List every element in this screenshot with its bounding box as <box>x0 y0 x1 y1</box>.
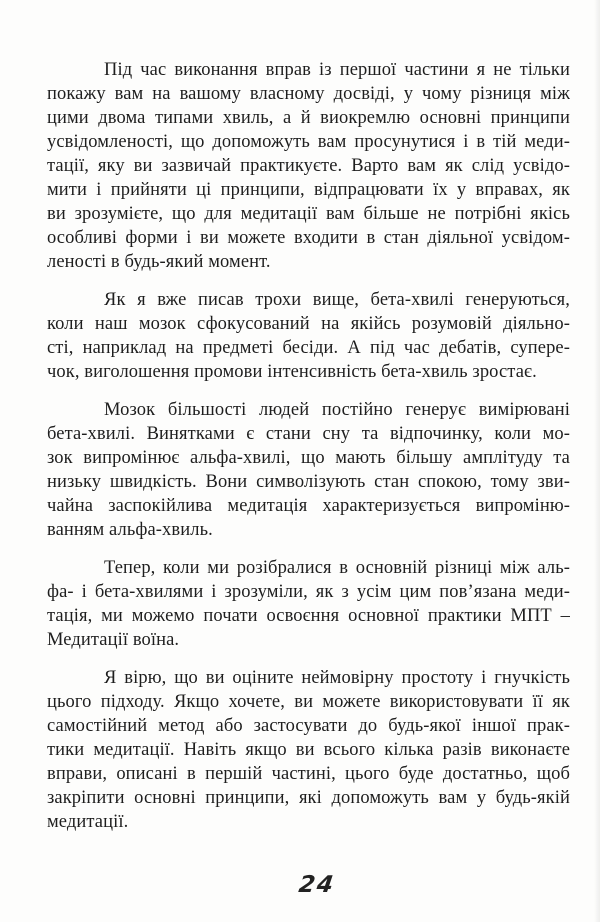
text-line: Як я вже писав трохи вище, бета-хвилі генеруються, <box>104 290 570 310</box>
text-line: зок випромінює альфа-хвилі, що мають більшу амплітуду та <box>47 448 570 468</box>
text-line: низьку швидкість. Вони символізують стан спокою, тому зви- <box>47 472 570 492</box>
text-line: цими двома типами хвиль, а й виокремлю основні принципи <box>47 108 570 128</box>
text-line: покажу вам на вашому власному досвіді, у чому різниця між <box>47 84 570 104</box>
text-line: самостійний метод або застосувати до будь-якої іншої прак- <box>47 716 570 736</box>
text-line: чайна заспокійлива медитація характеризується випроміню- <box>47 496 570 516</box>
text-line: Тепер, коли ми розібралися в основній різниці між аль- <box>104 558 570 578</box>
text-line: тація, ми можемо почати освоєння основної практики МПТ – <box>47 606 570 626</box>
text-line: медитації. <box>47 812 129 832</box>
text-line: бета-хвилі. Винятками є стани сну та відпочинку, коли мо- <box>47 424 570 444</box>
text-line: коли наш мозок сфокусований на якійсь розумовій діяльно- <box>47 314 570 334</box>
text-line: леності в будь-який момент. <box>47 252 271 272</box>
text-line: чок, виголошення промови інтенсивність бета-хвиль зростає. <box>47 362 537 382</box>
text-line: вправи, описані в першій частині, цього буде достатньо, щоб <box>47 764 570 784</box>
paragraph-2 <box>47 288 570 384</box>
text-line: Під час виконання вправ із першої частини я не тільки <box>104 60 570 80</box>
text-line: тики медитації. Навіть якщо ви всього кілька разів виконаєте <box>47 740 570 760</box>
text-line: ви зрозумієте, що для медитації вам більше не потрібні якісь <box>47 204 570 224</box>
text-line: цього підходу. Якщо хочете, ви можете використовувати її як <box>47 692 570 712</box>
text-line: ванням альфа-хвиль. <box>47 520 213 540</box>
text-line: Мозок більшості людей постійно генерує вимірювані <box>104 400 570 420</box>
text-line: Медитації воїна. <box>47 630 180 650</box>
text-line: закріпити основні принципи, які допоможуть вам у будь-якій <box>47 788 570 808</box>
page-number: 24 <box>297 872 337 898</box>
paragraph-1 <box>47 58 570 274</box>
paragraph-5 <box>47 666 570 834</box>
body-text <box>47 58 570 848</box>
text-line: усвідомленості, що допоможуть вам просунутися і в тій меди- <box>47 132 570 152</box>
paragraph-4 <box>47 556 570 652</box>
text-line: тації, яку ви зазвичай практикуєте. Варто вам як слід усвідо- <box>47 156 570 176</box>
text-line: мити і прийняти ці принципи, відпрацювати їх у вправах, як <box>47 180 570 200</box>
paragraph-3 <box>47 398 570 542</box>
text-line: особливі форми і ви можете входити в стан діяльної усвідом- <box>47 228 570 248</box>
text-line: фа- і бета-хвилями і зрозуміли, як з усім цим пов’язана меди- <box>47 582 570 602</box>
text-line: Я вірю, що ви оціните неймовірну простоту і гнучкість <box>104 668 570 688</box>
text-line: сті, наприклад на предметі бесіди. А під час дебатів, супере- <box>47 338 570 358</box>
